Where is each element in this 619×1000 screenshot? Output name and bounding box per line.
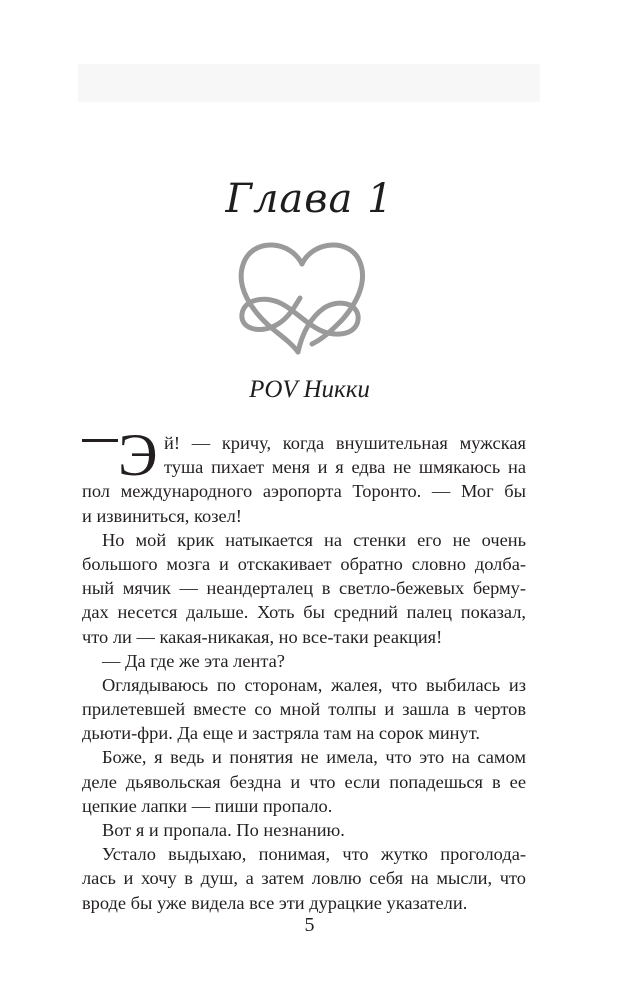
text-line: Устало выдыхаю, понимая, что жутко проголода-: [102, 844, 526, 865]
text-line: вроде бы уже видела все эти дурацкие указатели.: [82, 892, 468, 913]
text-line: Вот я и пропала. По незнанию.: [102, 820, 345, 841]
text-line: что ли — какая-никакая, но все-таки реакция!: [82, 626, 443, 647]
text-line: цепкие лапки — пиши пропало.: [82, 795, 333, 816]
text-line: прилетевшей вместе со мной толпы и зашла в чертов: [82, 699, 526, 720]
first-paragraph-opening: [82, 422, 526, 488]
chapter-title: Глава 1: [225, 176, 394, 222]
chapter-text: [82, 422, 526, 915]
text-line: деле дьявольская бездна и что если попадешься в ее: [82, 771, 526, 792]
header-band: [78, 64, 540, 102]
pov-heading: POV Никки: [249, 376, 370, 403]
drop-cap: Э: [118, 422, 158, 488]
dialogue-dash: [82, 439, 118, 442]
heart-infinity-icon: [232, 234, 372, 356]
text-line: большого мозга и отскакивает обратно словно долба-: [82, 553, 526, 574]
text-line: Оглядываюсь по сторонам, жалея, что выбилась из: [102, 674, 526, 695]
page-number: 5: [304, 914, 315, 936]
text-line: дах несется дальше. Хоть бы средний палец показал,: [82, 602, 526, 623]
text-line: Боже, я ведь и понятия не имела, что это на самом: [102, 747, 526, 768]
text-line: й! — кричу, когда внушительная мужская: [164, 433, 526, 453]
text-line: пол международного аэропорта Торонто. — Мог бы: [82, 481, 526, 502]
text-line: ный мячик — неандерталец в светло-бежевых берму-: [82, 578, 526, 599]
text-line: — Да где же эта лента?: [102, 650, 285, 671]
text-line: и извиниться, козел!: [82, 505, 242, 526]
text-line: лась и хочу в душ, а затем ловлю себя на мысли, что: [82, 868, 526, 889]
text-line: туша пихает меня и я едва не шмякаюсь на: [164, 457, 526, 478]
text-line: дьюти-фри. Да еще и застряла там на сорок минут.: [82, 723, 480, 744]
text-line: Но мой крик натыкается на стенки его не очень: [102, 529, 526, 550]
